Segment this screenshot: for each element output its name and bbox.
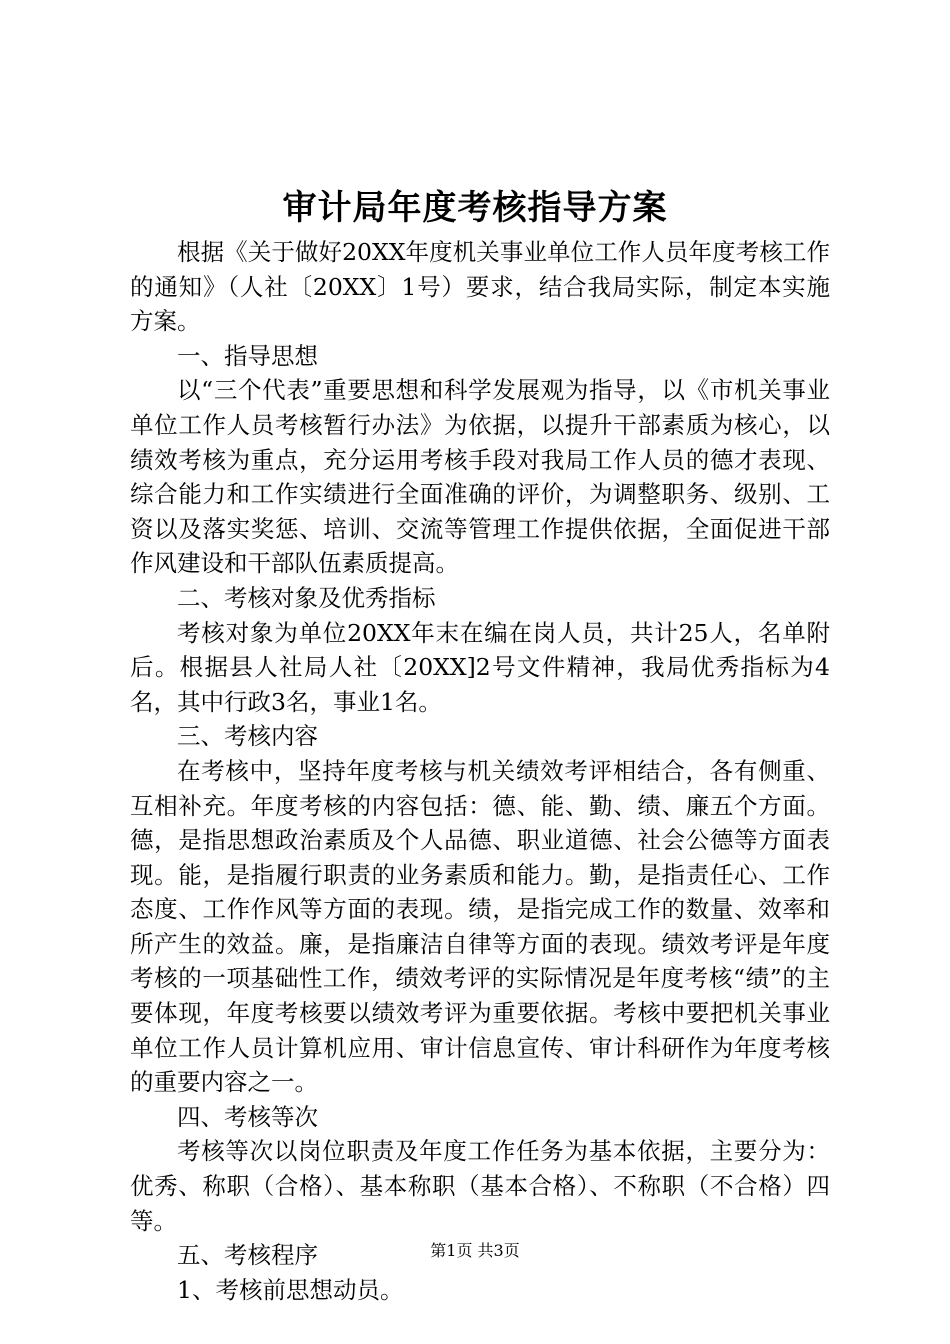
- paragraph-targets: 考核对象为单位20XX年末在编在岗人员，共计25人，名单附后。根据县人社局人社〔20XX]2号文件精神，我局优秀指标为4名，其中行政3名，事业1名。: [130, 618, 830, 716]
- paragraph-grades: 考核等次以岗位职责及年度工作任务为基本依据，主要分为：优秀、称职（合格）、基本称职（基本合格）、不称职（不合格）四等。: [130, 1137, 830, 1235]
- document-title: 审计局年度考核指导方案: [282, 188, 668, 228]
- page-footer: 第1页 共3页: [430, 1241, 520, 1260]
- section-heading-targets: 二、考核对象及优秀指标: [177, 583, 436, 612]
- document-body: [130, 235, 830, 1307]
- paragraph-guiding-thought: 以“三个代表”重要思想和科学发展观为指导，以《市机关事业单位工作人员考核暂行办法》为依据，以提升干部素质为核心，以绩效考核为重点，充分运用考核手段对我局工作人员的德才表现、综合能力和工作实绩进行全面准确的评价，为调整职务、级别、工资以及落实奖惩、培训、交流等管理工作提供依据，全面促进干部作风建设和干部队伍素质提高。: [130, 376, 830, 578]
- paragraph-content: 在考核中，坚持年度考核与机关绩效考评相结合，各有侧重、互相补充。年度考核的内容包括：德、能、勤、绩、廉五个方面。德，是指思想政治素质及个人品德、职业道德、社会公德等方面表现。能，是指履行职责的业务素质和能力。勤，是指责任心、工作态度、工作作风等方面的表现。绩，是指完成工作的数量、效率和所产生的效益。廉，是指廉洁自律等方面的表现。绩效考评是年度考核的一项基础性工作，绩效考评的实际情况是年度考核“绩”的主要体现，年度考核要以绩效考评为重要依据。考核中要把机关事业单位工作人员计算机应用、审计信息宣传、审计科研作为年度考核的重要内容之一。: [130, 756, 830, 1097]
- section-heading-grades: 四、考核等次: [177, 1102, 318, 1131]
- section-heading-procedure: 五、考核程序: [177, 1241, 318, 1270]
- section-heading-content: 三、考核内容: [177, 722, 318, 751]
- section-heading-guiding-thought: 一、指导思想: [177, 341, 318, 370]
- paragraph-intro: 根据《关于做好20XX年度机关事业单位工作人员年度考核工作的通知》（人社〔20XX〕1号）要求，结合我局实际，制定本实施方案。: [130, 238, 830, 336]
- paragraph-procedure-step-1: 1、考核前思想动员。: [177, 1275, 404, 1304]
